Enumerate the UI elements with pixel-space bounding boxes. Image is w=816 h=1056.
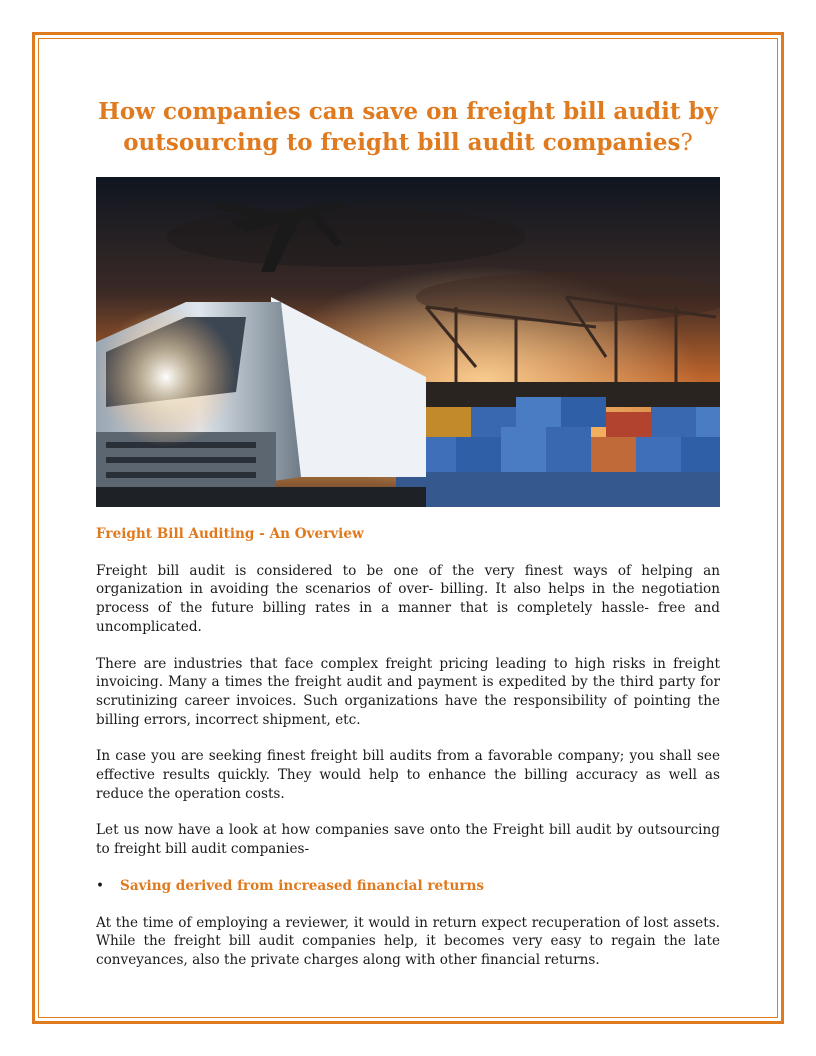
shipping-containers [396,397,720,507]
title-text: How companies can save on freight bill audit by outsourcing to freight bill audit companies [98,98,718,156]
title-question-mark: ? [680,130,693,156]
bullet-heading: Saving derived from increased financial returns [120,877,485,894]
document-title [96,96,720,159]
paragraph: Let us now have a look at how companies save onto the Freight bill audit by outsourcing to freight bill audit companies- [96,822,720,858]
bullet-marker: • [96,877,105,894]
paragraph: Freight bill audit is considered to be one of the very finest ways of helping an organization in avoiding the scenarios of over- billing. It also helps in the negotiation process of the future billing rates in a manner that is completely hassle- free and uncomplicated. [96,562,720,635]
paragraph: At the time of employing a reviewer, it would in return expect recuperation of lost assets. While the freight bill audit companies help, it becomes very easy to regain the late conveyances, also the private charges along with other financial returns. [96,914,720,968]
section-heading: Freight Bill Auditing - An Overview [96,526,364,542]
paragraph: In case you are seeking finest freight bill audits from a favorable company; you shall see effective results quickly. They would help to enhance the billing accuracy as well as reduce the operation costs. [96,748,720,802]
bullet-item [96,877,720,896]
hero-illustration [96,177,720,507]
cloud [166,207,526,267]
document-body [96,525,720,988]
freight-logistics-photo [96,177,720,507]
lens-flare [96,307,236,447]
paragraph: There are industries that face complex freight pricing leading to high risks in freight invoicing. Many a times the freight audit and payment is expedited by the third party for scrutinizing career invoices. Such organizations have the responsibility of pointing the billing errors, incorrect shipment, etc. [96,655,720,728]
